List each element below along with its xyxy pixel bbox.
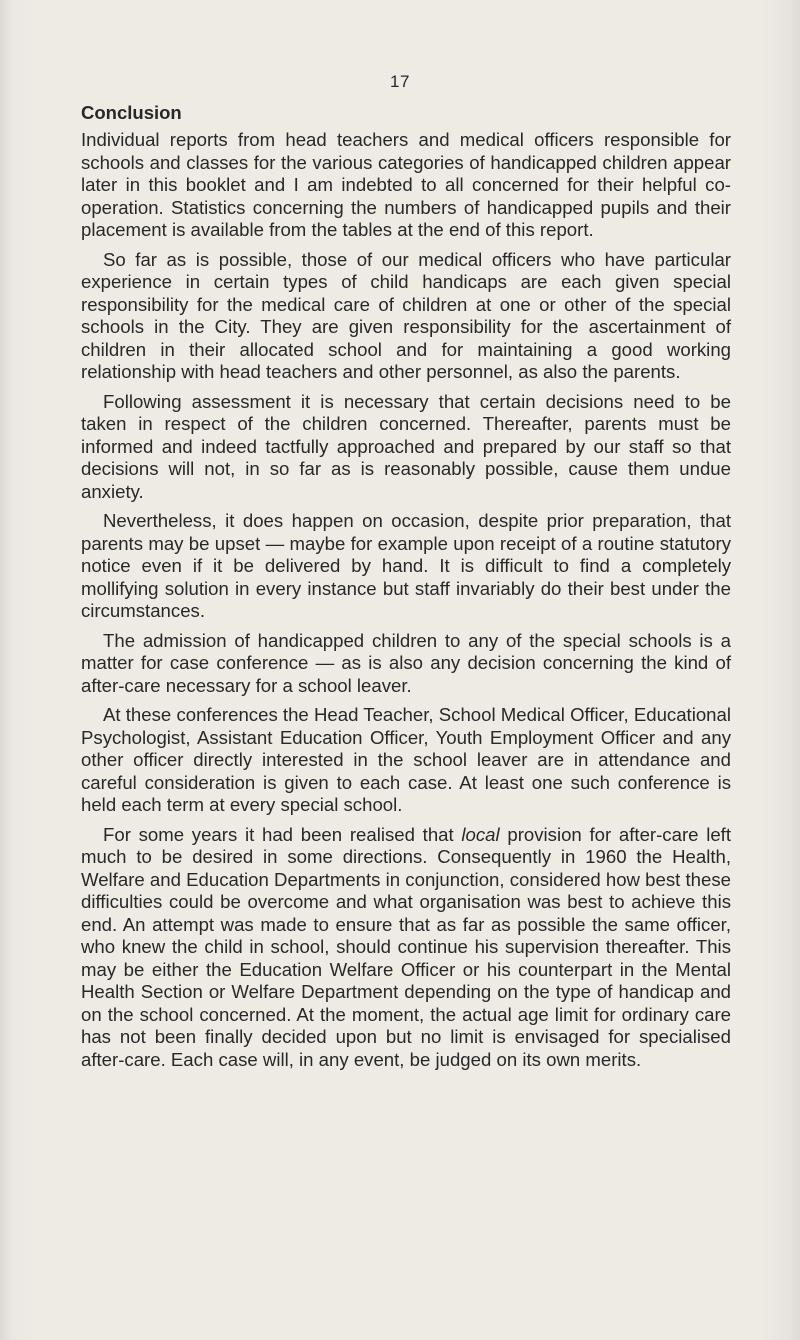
paragraph-7-italic-word: local xyxy=(461,823,500,845)
paragraph-7 xyxy=(81,824,731,1072)
paragraph-3: Following assessment it is necessary that certain decisions need to be taken in respect of the children concerned. Thereafter, parents must be informed and indeed tactfully approached and prepared by our staff so that decisions will not, in so far as is reasonably possible, cause them undue anxiety. xyxy=(81,390,731,502)
paragraph-5: The admission of handicapped children to any of the special schools is a matter for case conference — as is also any decision concerning the kind of after-care necessary for a school leaver. xyxy=(81,629,731,696)
paragraph-7-text-end: provision for after-care left much to be desired in some directions. Consequently in 1960 the Health, Welfare and Education Departments in conjunction, considered how best these difficulties could be overcome and what organisation was best to achieve this end. An attempt was made to ensure that as far as possible the same officer, who knew the child in school, should continue his supervision thereafter. This may be either the Education Welfare Officer or his counterpart in the Mental Health Section or Welfare Department depending on the type of handicap and on the school concerned. At the moment, the actual age limit for ordinary care has not been finally decided upon but no limit is envisaged for specialised after-care. Each case will, in any event, be judged on its own merits. xyxy=(81,823,731,1070)
paragraph-4: Nevertheless, it does happen on occasion, despite prior preparation, that parents may be upset — maybe for example upon receipt of a routine statutory notice even if it be delivered by hand. It is difficult to find a completely mollifying solution in every instance but staff invariably do their best under the circumstances. xyxy=(81,510,731,621)
section-heading: Conclusion xyxy=(81,102,182,123)
paragraph-1: Individual reports from head teachers and medical officers responsible for schools and classes for the various categories of handicapped children appear later in this booklet and I am indebted to all concerned for their helpful co-operation. Statistics concerning the numbers of handicapped pupils and their placement is available from the tables at the end of this report. xyxy=(81,129,731,240)
paragraph-7-text-start: For some years it had been realised that xyxy=(103,823,462,845)
page-number: 17 xyxy=(390,72,410,91)
paragraph-2: So far as is possible, those of our medical officers who have particular experience in certain types of child handicaps are each given special responsibility for the medical care of children at one or other of the special schools in the City. They are given responsibility for the ascertainment of children in their allocated school and for maintaining a good working relationship with head teachers and other personnel, as also the parents. xyxy=(81,248,731,382)
document-body xyxy=(81,102,731,1078)
paragraph-6: At these conferences the Head Teacher, School Medical Officer, Educational Psychologist, Assistant Education Officer, Youth Employment Officer and any other officer directly interested in the school leaver are in attendance and careful consideration is given to each case. At least one such conference is held each term at every special school. xyxy=(81,704,731,815)
